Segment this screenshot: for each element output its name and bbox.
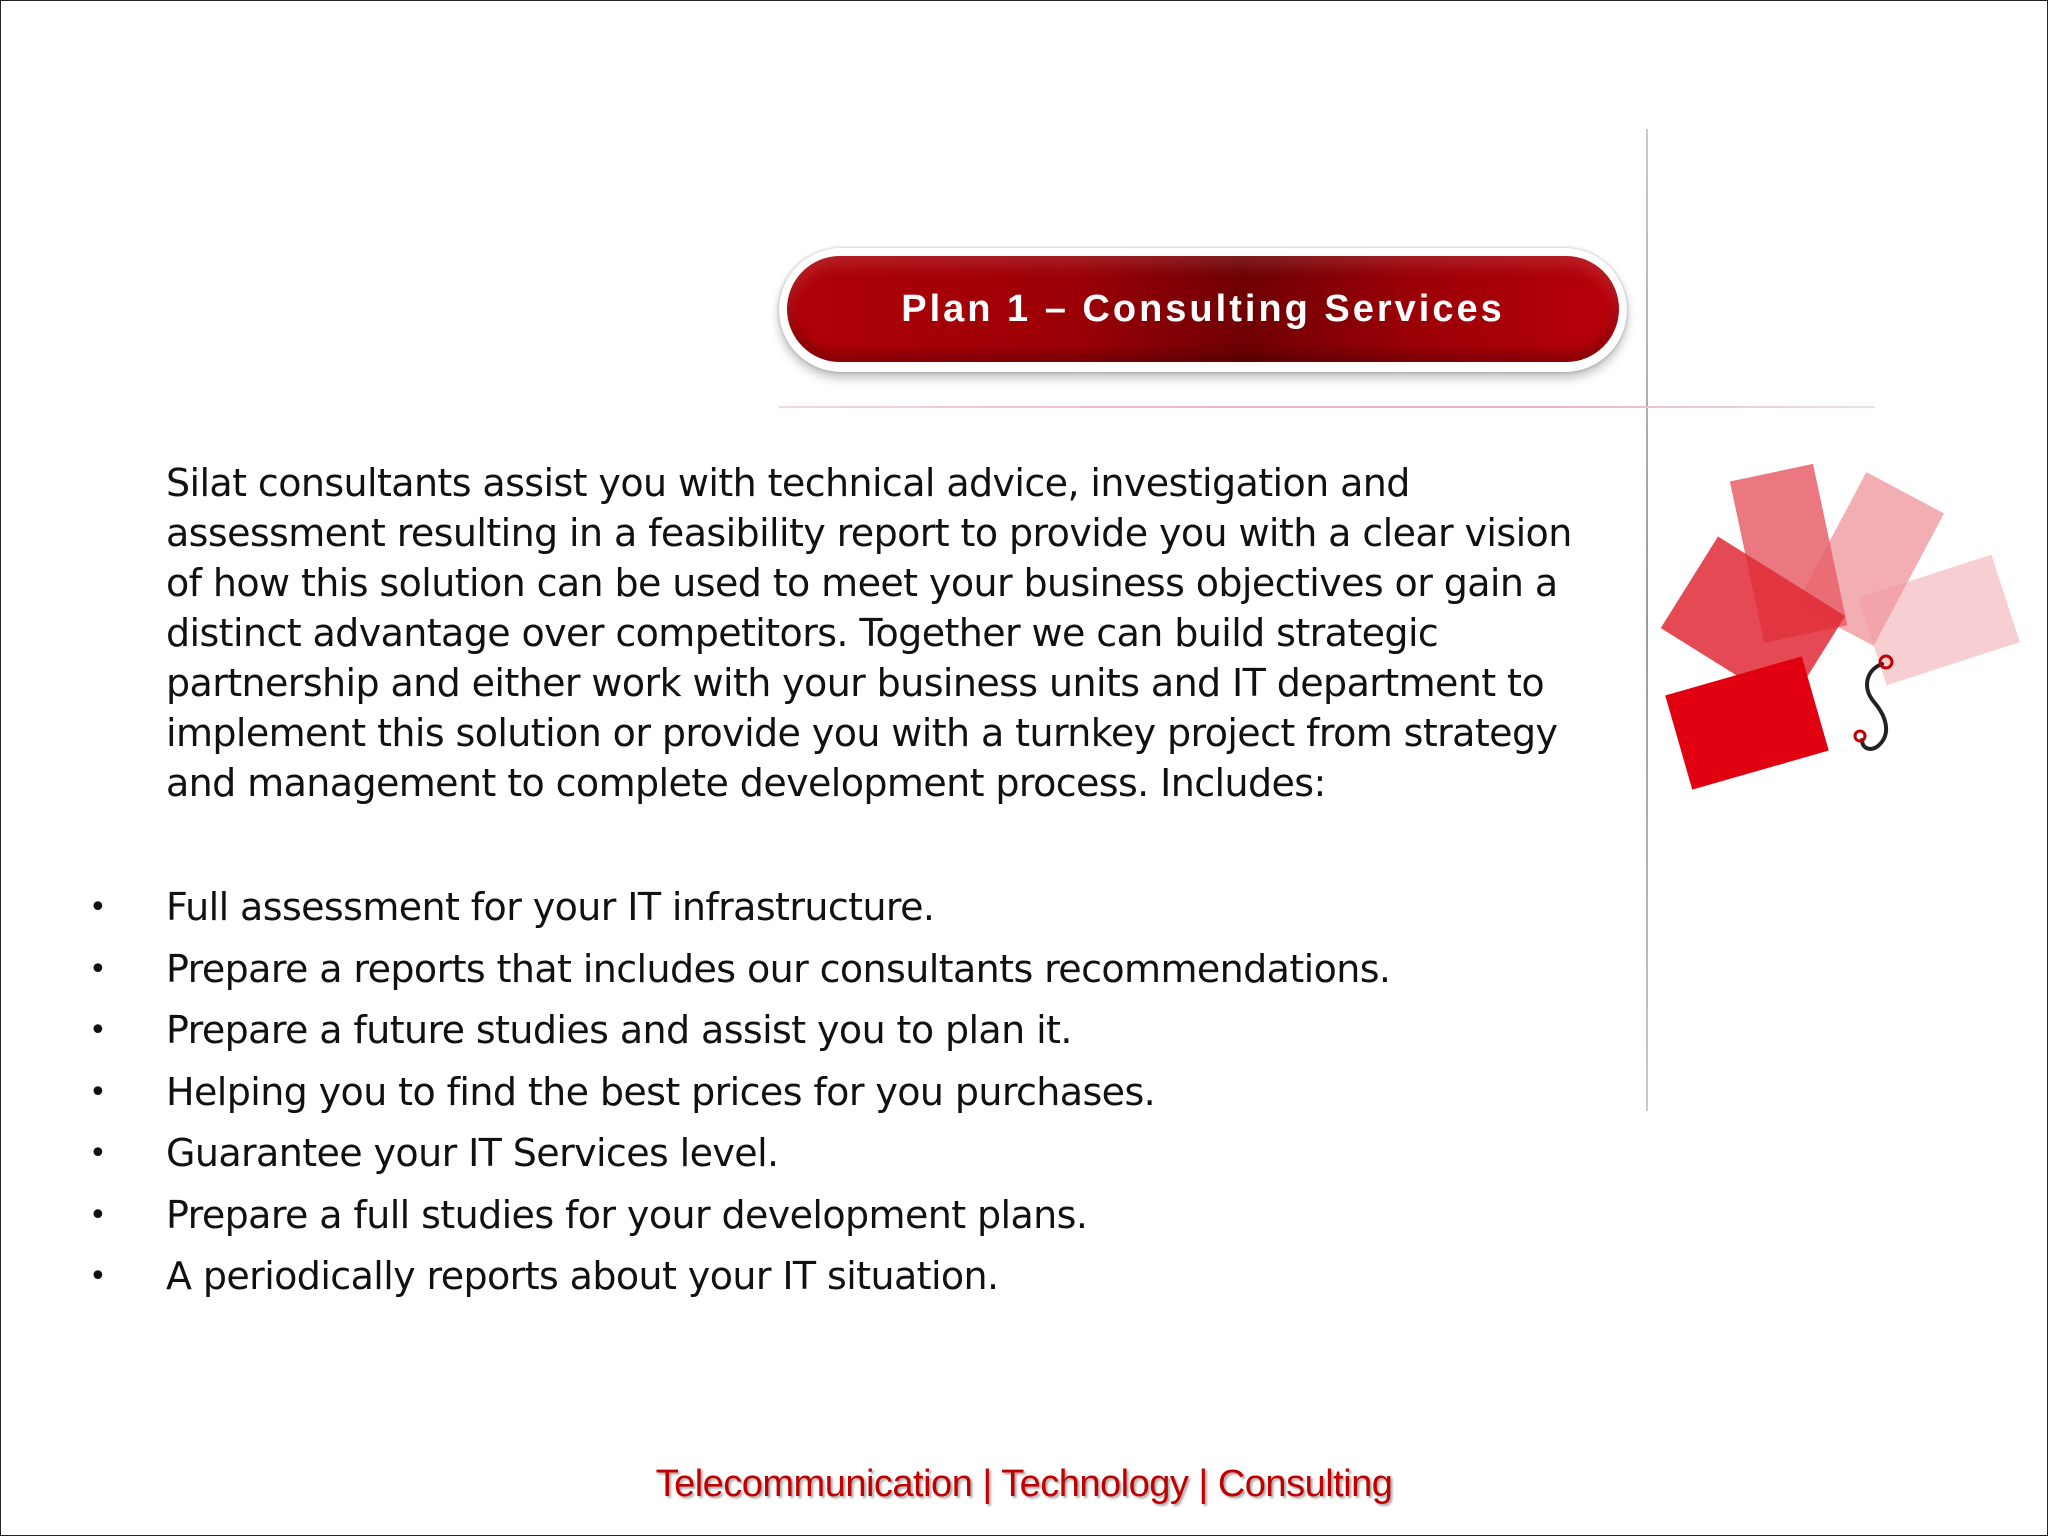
title-banner-fill (787, 256, 1619, 362)
bullet-icon: • (89, 890, 107, 925)
vertical-divider (1646, 129, 1648, 1111)
bullet-text: A periodically reports about your IT situation. (166, 1254, 999, 1298)
list-item (1, 1000, 1561, 1062)
bullet-text: Prepare a full studies for your development plans. (166, 1192, 1088, 1237)
slide-title: Plan 1 – Consulting Services (901, 287, 1505, 330)
silat-logo-icon (1656, 456, 2031, 801)
bullet-icon: • (89, 1013, 107, 1048)
list-item (1, 877, 1561, 939)
list-item (1, 1123, 1561, 1185)
title-banner (779, 248, 1627, 372)
bullet-icon: • (89, 1197, 107, 1233)
bullet-text: Prepare a reports that includes our consultants recommendations. (166, 946, 1391, 991)
bullet-list (1, 877, 1561, 1308)
list-item (1, 939, 1561, 1001)
intro-paragraph: Silat consultants assist you with technical advice, investigation and assessment resulting in a feasibility report to provide you with a clear vision of how this solution can be used to meet your business objectives or gain a distinct advantage over competitors. Together we can build strategic partnership and either work with your business units and IT department to implement this solution or provide you with a turnkey project from strategy and management to complete development process. Includes: (166, 461, 1572, 805)
bullet-text: Guarantee your IT Services level. (166, 1131, 779, 1175)
list-item (1, 1062, 1561, 1124)
bullet-text: Prepare a future studies and assist you to plan it. (166, 1008, 1072, 1052)
bullet-icon: • (89, 951, 107, 987)
logo-dot-bottom (1855, 731, 1865, 741)
list-item (1, 1185, 1561, 1247)
bullet-text: Full assessment for your IT infrastructure. (166, 885, 935, 929)
bullet-icon: • (89, 1259, 107, 1294)
logo-block-1 (1665, 656, 1829, 789)
bullet-icon: • (89, 1136, 107, 1171)
bullet-icon: • (89, 1074, 107, 1110)
list-item (1, 1246, 1561, 1308)
footer-tagline: Telecommunication | Technology | Consulting (655, 1463, 1393, 1505)
horizontal-divider (779, 406, 1875, 408)
bullet-text: Helping you to find the best prices for you purchases. (166, 1069, 1156, 1114)
